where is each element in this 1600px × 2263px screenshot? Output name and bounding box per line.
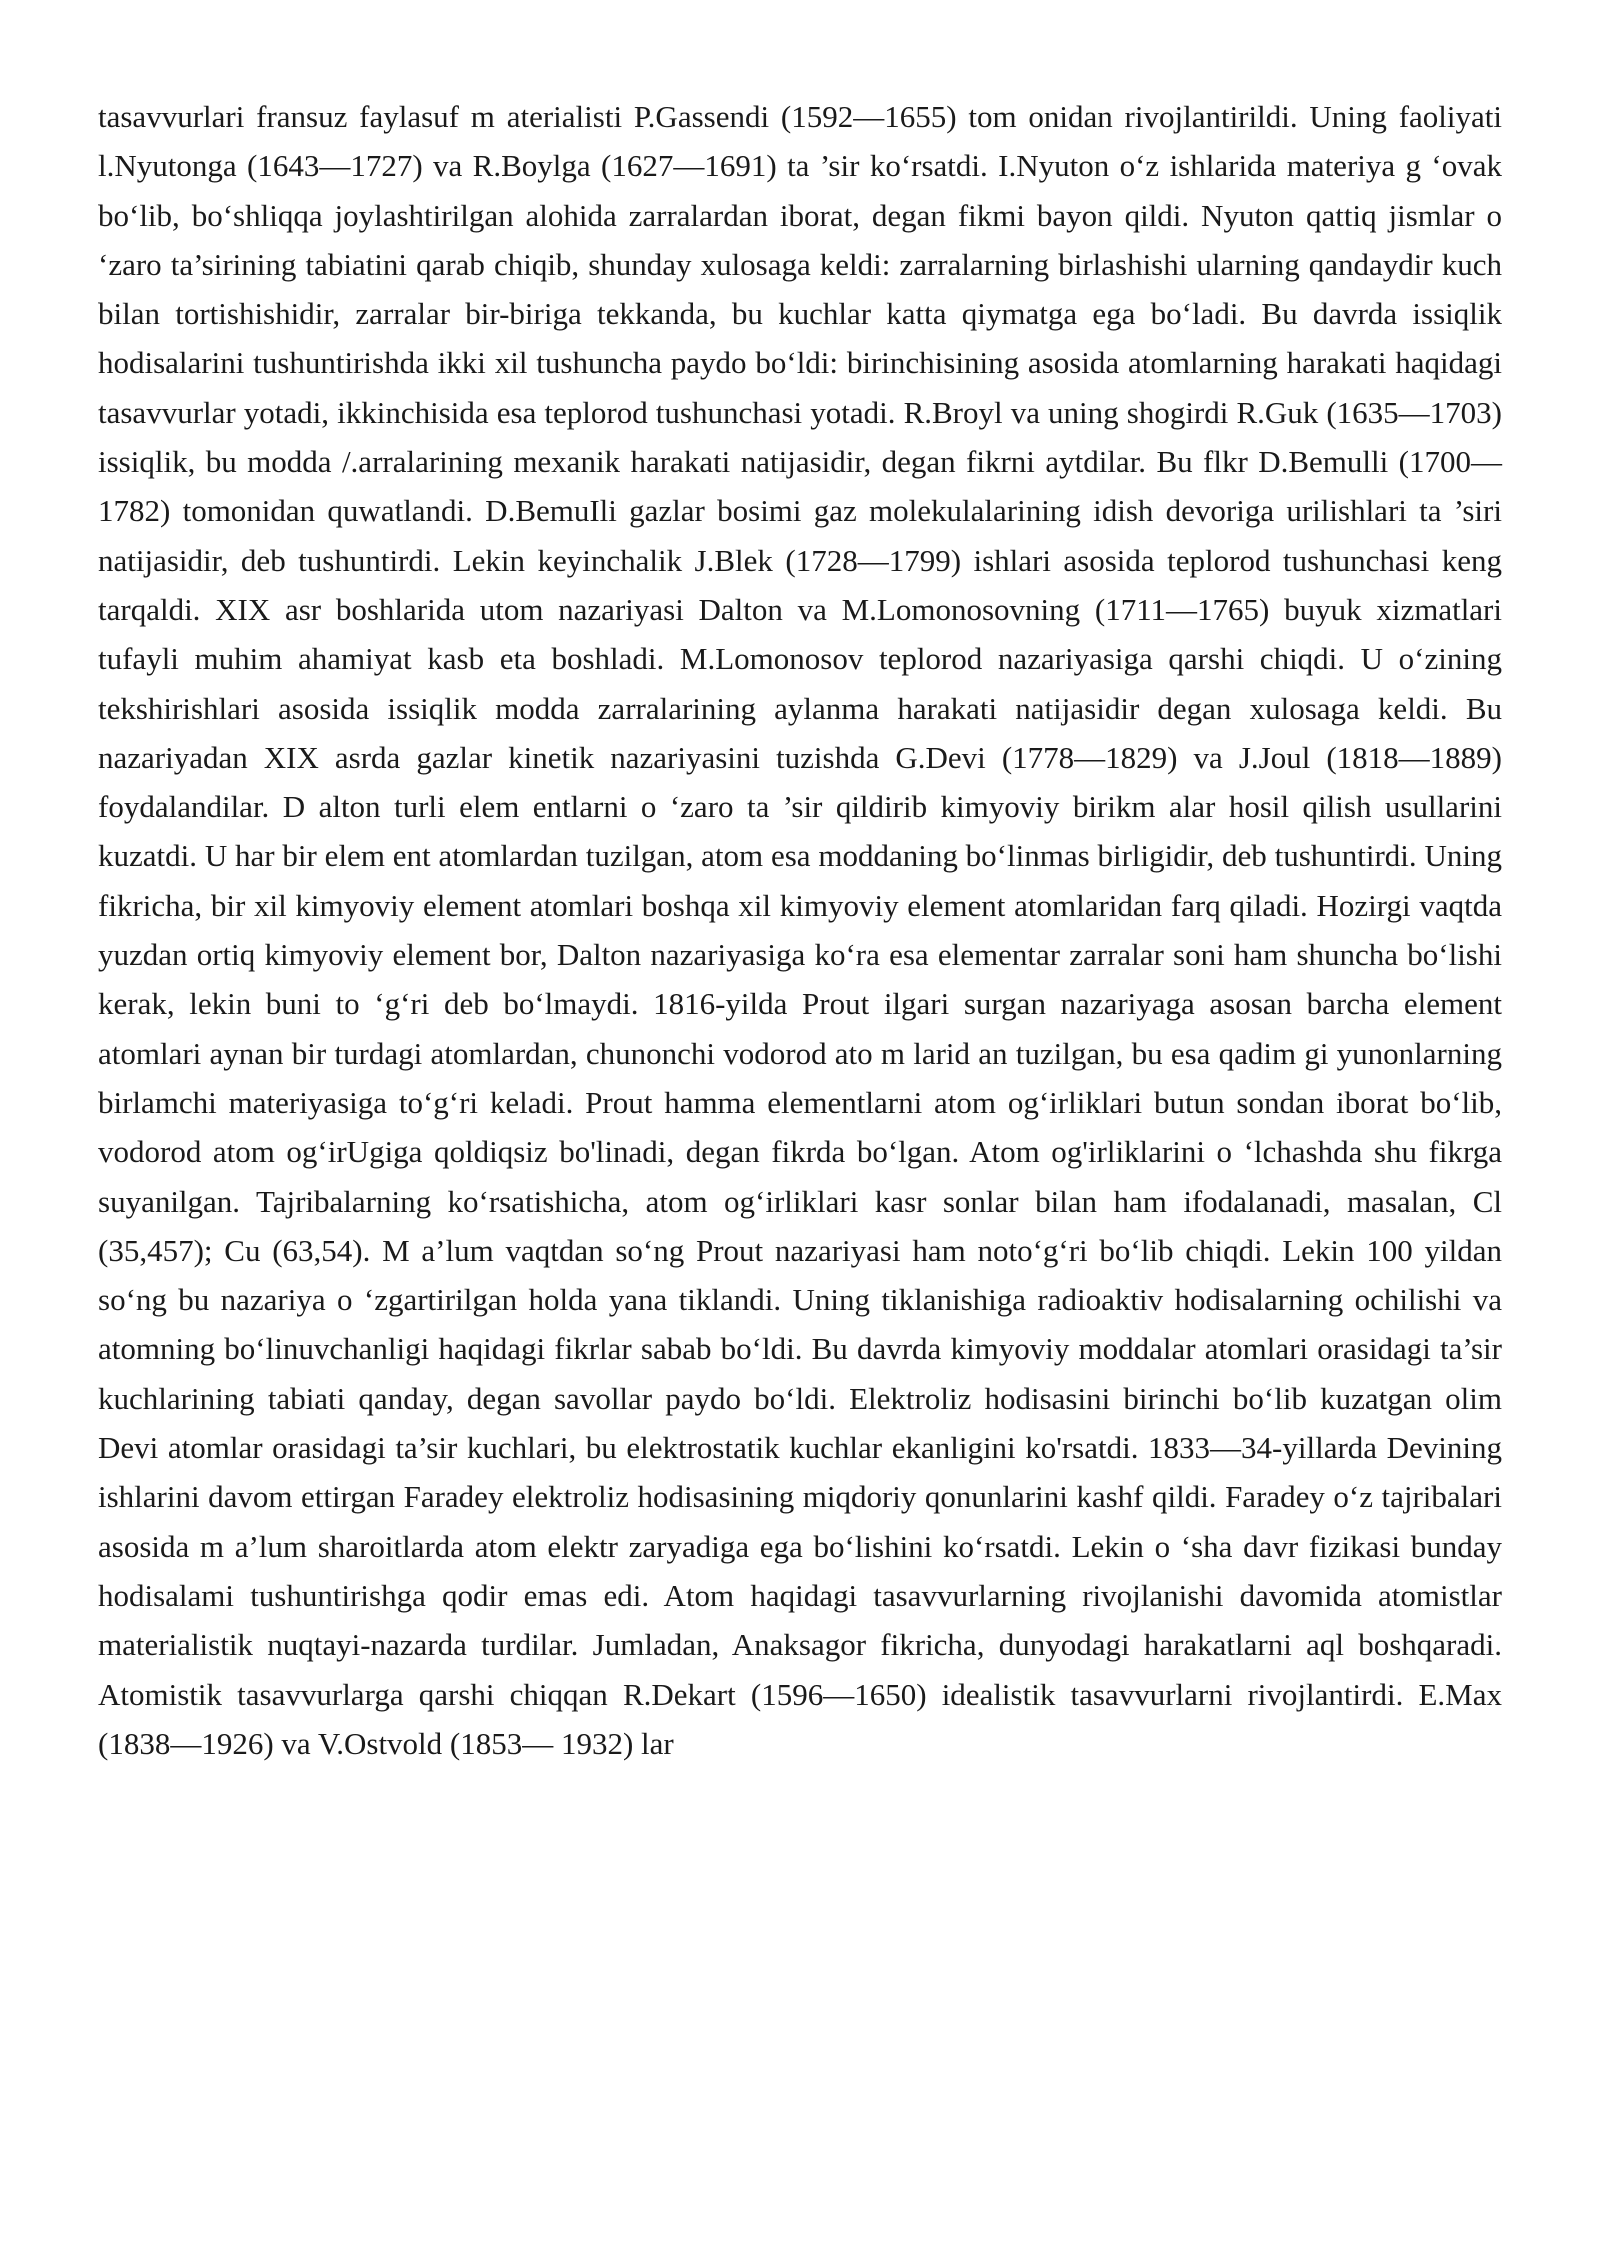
body-paragraph: tasavvurlari fransuz faylasuf m aterialisti P.Gassendi (1592—1655) tom onidan rivojlantirildi. Uning faoliyati l.Nyutonga (1643—1727) va R.Boylga (1627—1691) ta ’sir ko‘rsatdi. I.Nyuton o‘z ishlarida materiya g ‘ovak bo‘lib, bo‘shliqqa joylashtirilgan alohida zarralardan iborat, degan fikmi bayon qildi. Nyuton qattiq jismlar o ‘zaro ta’sirining tabiatini qarab chiqib, shunday xulosaga keldi: zarralarning birlashishi ularning qandaydir kuch bilan tortishishidir, zarralar bir-biriga tekkanda, bu kuchlar katta qiymatga ega bo‘ladi. Bu davrda issiqlik hodisalarini tushuntirishda ikki xil tushuncha paydo bo‘ldi: birinchisining asosida atomlarning harakati haqidagi tasavvurlar yotadi, ikkinchisida esa teplorod tushunchasi yotadi. R.Broyl va uning shogirdi R.Guk (1635—1703) issiqlik, bu modda /.arralarining mexanik harakati natijasidir, degan fikrni aytdilar. Bu flkr D.Bemulli (1700—1782) tomonidan quwatlandi. D.BemuIli gazlar bosimi gaz molekulalarining idish devoriga urilishlari ta ’siri natijasidir, deb tushuntirdi. Lekin keyinchalik J.Blek (1728—1799) ishlari asosida teplorod tushunchasi keng tarqaldi. XIX asr boshlarida utom nazariyasi Dalton va M.Lomonosovning (1711—1765) buyuk xizmatlari tufayli muhim ahamiyat kasb eta boshladi. M.Lomonosov teplorod nazariyasiga qarshi chiqdi. U o‘zining tekshirishlari asosida issiqlik modda zarralarining aylanma harakati natijasidir degan xulosaga keldi. Bu nazariyadan XIX asrda gazlar kinetik nazariyasini tuzishda G.Devi (1778—1829) va J.Joul (1818—1889) foydalandilar. D alton turli elem entlarni o ‘zaro ta ’sir qildirib kimyoviy birikm alar hosil qilish usullarini kuzatdi. U har bir elem ent atomlardan tuzilgan, atom esa moddaning bo‘linmas birligidir, deb tushuntirdi. Uning fikricha, bir xil kimyoviy element atomlari boshqa xil kimyoviy element atomlaridan farq qiladi. Hozirgi vaqtda yuzdan ortiq kimyoviy element bor, Dalton nazariyasiga ko‘ra esa elementar zarralar soni ham shuncha bo‘lishi kerak, lekin buni to ‘g‘ri deb bo‘lmaydi. 1816-yilda Prout ilgari surgan nazariyaga asosan barcha element atomlari aynan bir turdagi atomlardan, chunonchi vodorod ato m larid an tuzilgan, bu esa qadim gi yunonlarning birlamchi materiyasiga to‘g‘ri keladi. Prout hamma elementlarni atom og‘irliklari butun sondan iborat bo‘lib, vodorod atom og‘irUgiga qoldiqsiz bo'linadi, degan fikrda bo‘lgan. Atom og'irliklarini o ‘lchashda shu fikrga suyanilgan. Tajribalarning ko‘rsatishicha, atom og‘irliklari kasr sonlar bilan ham ifodalanadi, masalan, Cl (35,457); Cu (63,54). M a’lum vaqtdan so‘ng Prout nazariyasi ham noto‘g‘ri bo‘lib chiqdi. Lekin 100 yildan so‘ng bu nazariya o ‘zgartirilgan holda yana tiklandi. Uning tiklanishiga radioaktiv hodisalarning ochilishi va atomning bo‘linuvchanligi haqidagi fikrlar sabab bo‘ldi. Bu davrda kimyoviy moddalar atomlari orasidagi ta’sir kuchlarining tabiati qanday, degan savollar paydo bo‘ldi. Elektroliz hodisasini birinchi bo‘lib kuzatgan olim Devi atomlar orasidagi ta’sir kuchlari, bu elektrostatik kuchlar ekanligini ko'rsatdi. 1833—34-yillarda Devining ishlarini davom ettirgan Faradey elektroliz hodisasining miqdoriy qonunlarini kashf qildi. Faradey o‘z tajribalari asosida m a’lum sharoitlarda atom elektr zaryadiga ega bo‘lishini ko‘rsatdi. Lekin o ‘sha davr fizikasi bunday hodisalami tushuntirishga qodir emas edi. Atom haqidagi tasavvurlarning rivojlanishi davomida atomistlar materialistik nuqtayi-nazarda turdilar. Jumladan, Anaksagor fikricha, dunyodagi harakatlarni aql boshqaradi. Atomistik tasavvurlarga qarshi chiqqan R.Dekart (1596—1650) idealistik tasavvurlarni rivojlantirdi. E.Max (1838—1926) va V.Ostvold (1853— 1932) lar <box>98 99 1502 1761</box>
document-page <box>98 92 1502 1768</box>
